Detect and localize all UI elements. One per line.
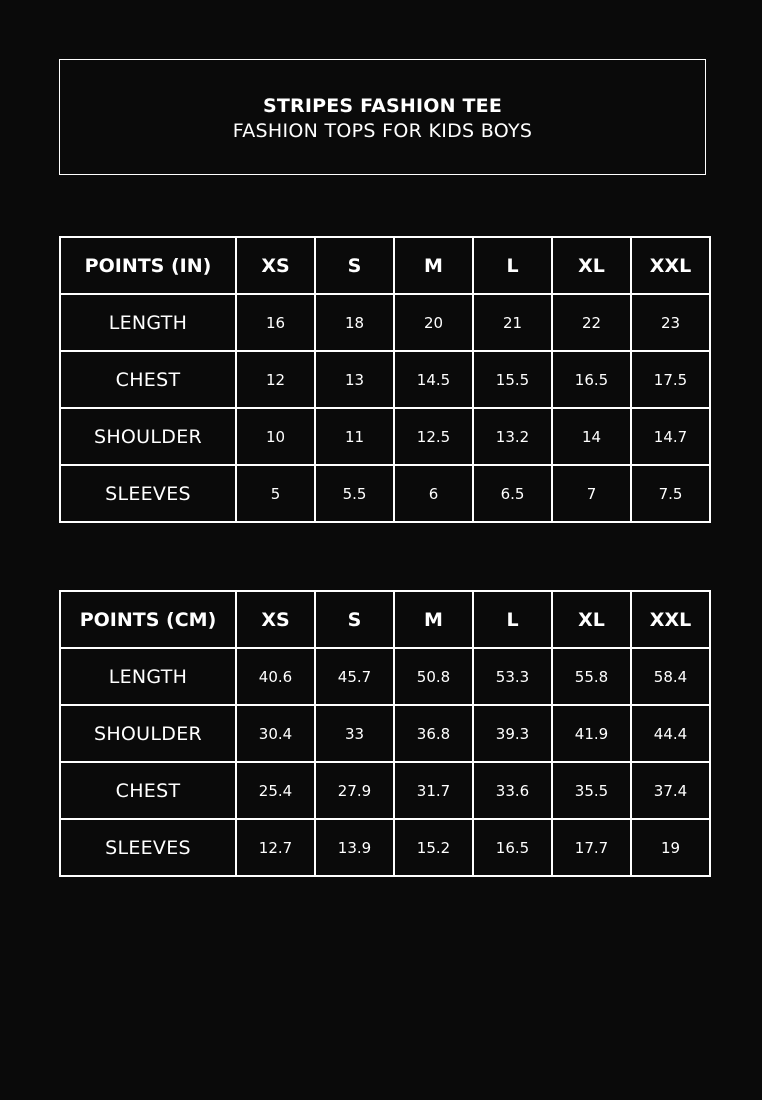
header-size-s: S xyxy=(315,591,394,648)
table-cell: 21 xyxy=(473,294,552,351)
table-cell: 11 xyxy=(315,408,394,465)
row-label: CHEST xyxy=(60,762,236,819)
row-label: LENGTH xyxy=(60,648,236,705)
table-cell: 44.4 xyxy=(631,705,710,762)
header-size-xs: XS xyxy=(236,237,315,294)
row-label: CHEST xyxy=(60,351,236,408)
row-label: SHOULDER xyxy=(60,408,236,465)
table-cell: 12.7 xyxy=(236,819,315,876)
table-cell: 41.9 xyxy=(552,705,631,762)
table-cell: 45.7 xyxy=(315,648,394,705)
table-header-row xyxy=(60,237,710,294)
header-size-xl: XL xyxy=(552,237,631,294)
header-points: POINTS (CM) xyxy=(60,591,236,648)
table-cell: 19 xyxy=(631,819,710,876)
table-cell: 22 xyxy=(552,294,631,351)
table-cell: 55.8 xyxy=(552,648,631,705)
size-table-centimeters xyxy=(59,590,711,877)
product-subtitle: FASHION TOPS FOR KIDS BOYS xyxy=(232,120,533,142)
table-cell: 25.4 xyxy=(236,762,315,819)
size-table-inches xyxy=(59,236,711,523)
table-cell: 6 xyxy=(394,465,473,522)
table-row xyxy=(60,762,710,819)
table-cell: 37.4 xyxy=(631,762,710,819)
row-label: SLEEVES xyxy=(60,819,236,876)
header-size-xxl: XXL xyxy=(631,237,710,294)
table-cell: 40.6 xyxy=(236,648,315,705)
table-cell: 20 xyxy=(394,294,473,351)
header-size-l: L xyxy=(473,237,552,294)
header-size-xxl: XXL xyxy=(631,591,710,648)
table-cell: 17.7 xyxy=(552,819,631,876)
table-row xyxy=(60,408,710,465)
table-cell: 10 xyxy=(236,408,315,465)
title-box xyxy=(59,59,706,175)
table-cell: 7 xyxy=(552,465,631,522)
table-row xyxy=(60,819,710,876)
table-cell: 16.5 xyxy=(473,819,552,876)
table-cell: 23 xyxy=(631,294,710,351)
table-cell: 7.5 xyxy=(631,465,710,522)
header-size-l: L xyxy=(473,591,552,648)
table-row xyxy=(60,705,710,762)
header-size-xs: XS xyxy=(236,591,315,648)
table-row xyxy=(60,294,710,351)
table-cell: 16.5 xyxy=(552,351,631,408)
row-label: SHOULDER xyxy=(60,705,236,762)
table-cell: 39.3 xyxy=(473,705,552,762)
table-cell: 12 xyxy=(236,351,315,408)
table-cell: 14.5 xyxy=(394,351,473,408)
table-row xyxy=(60,648,710,705)
table-cell: 15.2 xyxy=(394,819,473,876)
table-cell: 16 xyxy=(236,294,315,351)
table-cell: 58.4 xyxy=(631,648,710,705)
table-cell: 27.9 xyxy=(315,762,394,819)
product-title: STRIPES FASHION TEE xyxy=(262,95,503,117)
table-cell: 13.9 xyxy=(315,819,394,876)
table-row xyxy=(60,465,710,522)
table-cell: 53.3 xyxy=(473,648,552,705)
table-cell: 35.5 xyxy=(552,762,631,819)
table-cell: 5 xyxy=(236,465,315,522)
header-size-m: M xyxy=(394,237,473,294)
table-row xyxy=(60,351,710,408)
table-cell: 18 xyxy=(315,294,394,351)
table-cell: 33.6 xyxy=(473,762,552,819)
row-label: LENGTH xyxy=(60,294,236,351)
header-size-s: S xyxy=(315,237,394,294)
table-cell: 13.2 xyxy=(473,408,552,465)
header-size-xl: XL xyxy=(552,591,631,648)
table-cell: 36.8 xyxy=(394,705,473,762)
header-size-m: M xyxy=(394,591,473,648)
row-label: SLEEVES xyxy=(60,465,236,522)
table-cell: 13 xyxy=(315,351,394,408)
table-cell: 30.4 xyxy=(236,705,315,762)
header-points: POINTS (IN) xyxy=(60,237,236,294)
table-cell: 14 xyxy=(552,408,631,465)
table-cell: 14.7 xyxy=(631,408,710,465)
table-cell: 50.8 xyxy=(394,648,473,705)
table-cell: 15.5 xyxy=(473,351,552,408)
table-cell: 5.5 xyxy=(315,465,394,522)
table-header-row xyxy=(60,591,710,648)
table-cell: 6.5 xyxy=(473,465,552,522)
table-cell: 33 xyxy=(315,705,394,762)
table-cell: 17.5 xyxy=(631,351,710,408)
table-cell: 31.7 xyxy=(394,762,473,819)
table-cell: 12.5 xyxy=(394,408,473,465)
